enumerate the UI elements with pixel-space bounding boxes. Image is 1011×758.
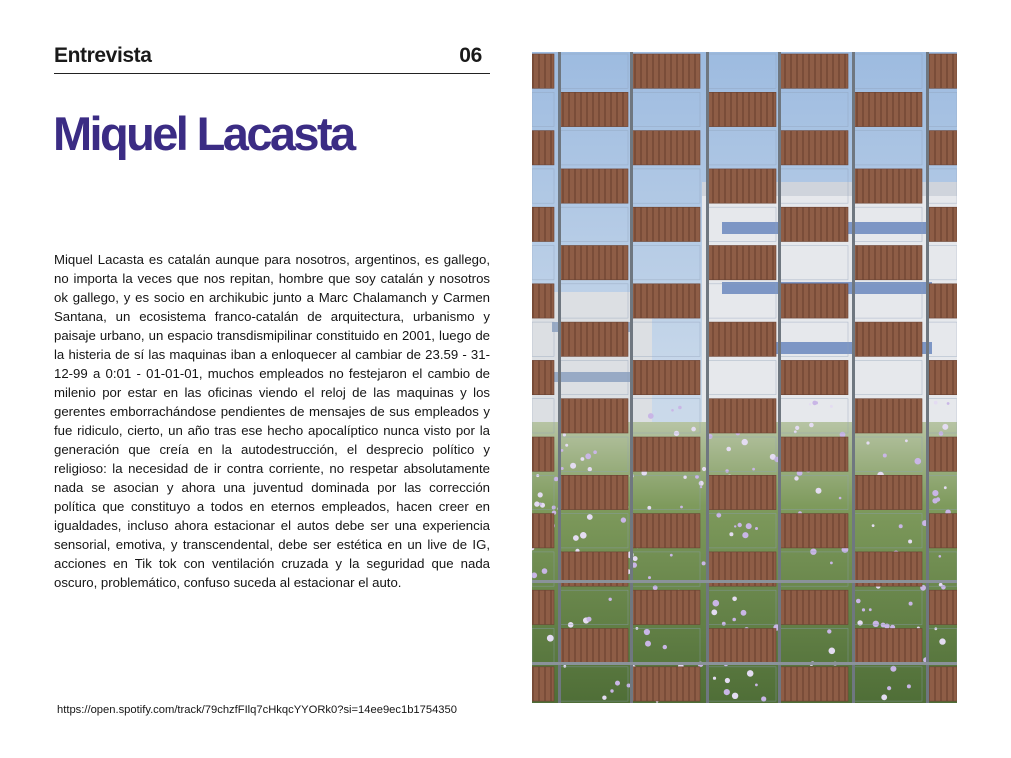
page-header: [54, 42, 490, 74]
brick-lattice-facade-image: [532, 52, 957, 703]
article-title: Miquel Lacasta: [53, 107, 354, 160]
spotify-link[interactable]: https://open.spotify.com/track/79chzfFIlq7cHkqcYYORk0?si=14ee9ec1b1754350: [57, 704, 457, 716]
section-label: Entrevista: [54, 44, 152, 67]
page-number: 06: [459, 44, 482, 67]
article-photo: [532, 52, 957, 703]
article-body: Miquel Lacasta es catalán aunque para nosotros, argentinos, es gallego, no importa la veces que nos repitan, hombre que soy catalán y nosotros ok gallego, y es socio en archikubic junto a Marc Chalamanch y Carmen Santana, un ecosistema franco-catalán de arquitectura, urbanismo y paisaje urbano, un espacio transdismipilinar constituido en 2001, luego de la histeria de sí las maquinas iban a enloquecer al cambiar de 23.59 - 31-12-99 a 0:01 - 01-01-01, muchos empleados no festejaron el cambio de milenio por estar en las oficinas viendo el reloj de las maquinas y los gerentes emborrachándose pendientes de mensajes de sus empleados y fue ridiculo, cierto, un año tras ese hecho apocalíptico nunca visto por la generación que creía en la autodestrucción, el desprecio político y religioso: la necesidad de ir contra corriente, no respetar absolutamente nada se asocian y ahora una juventud dominada por las corrección política que constituyo a todos en eternos empleados, hacen creer en igualdades, incluso ahora estacionar el autos debe ser una experiencia sensorial, emotiva, y transcendental, debe ser estética en un live de IG, acciones en Tik tok con ventilación cruzada y la seguridad que nada oscuro, problemático, confuso suceda al estacionar el auto.: [54, 252, 490, 590]
